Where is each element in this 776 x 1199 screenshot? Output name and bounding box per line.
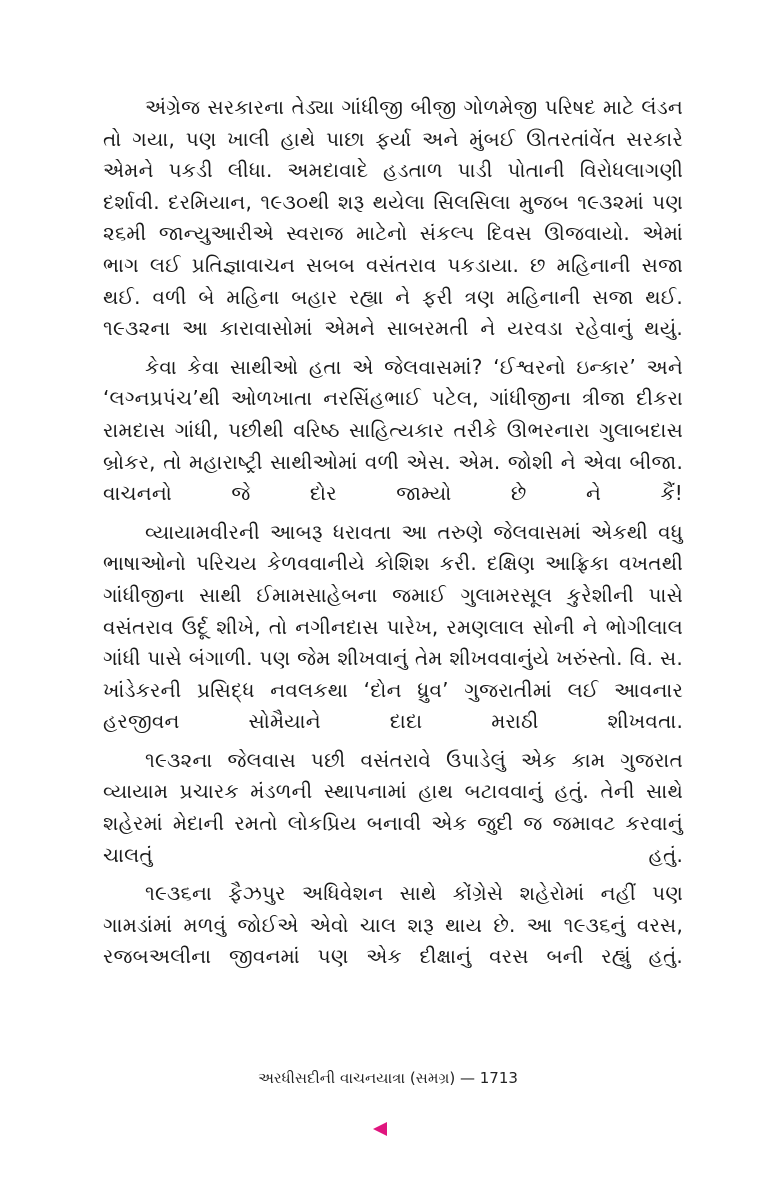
triangle-left-icon [369,1118,391,1140]
previous-page-button[interactable] [369,1118,391,1140]
page-footer: અરધીસદીની વાચનયાત્રા (સમગ્ર) — 1713 [258,1069,518,1087]
paragraph-1: અંગ્રેજ સરકારના તેડ્યા ગાંધીજી બીજી ગોળમેજી પરિષદ માટે લંડન તો ગયા, પણ ખાલી હાથે પાછા ફર્યા અને મુંબઈ ઊતરતાંવેંત સરકારે એમને પકડી લીધા. અમદાવાદે હડતાળ પાડી પોતાની વિરોધલાગણી દર્શાવી. દરમિયાન, ૧૯૩૦થી શરૂ થયેલા સિલસિલા મુજબ ૧૯૩૨માં પણ ૨૬મી જાન્યુઆરીએ સ્વરાજ માટેનો સંકલ્પ દિવસ ઊજવાયો. એમાં ભાગ લઈ પ્રતિજ્ઞાવાચન સબબ વસંતરાવ પકડાયા. છ મહિનાની સજા થઈ. વળી બે મહિના બહાર રહ્યા ને ફરી ત્રણ મહિનાની સજા થઈ. ૧૯૩૨ના આ કારાવાસોમાં એમને સાબરમતી ને યરવડા રહેવાનું થયું. [103,95,683,341]
page-body [103,92,683,980]
paragraph-2: કેવા કેવા સાથીઓ હતા એ જેલવાસમાં? ‘ઈશ્વરનો ઇન્કાર’ અને ‘લગ્નપ્રપંચ’થી ઓળખાતા નરસિંહભાઈ પટેલ, ગાંધીજીના ત્રીજા દીકરા રામદાસ ગાંધી, પછીથી વરિષ્ઠ સાહિત્યકાર તરીકે ઊભરનારા ગુલાબદાસ બ્રોકર, તો મહારાષ્ટ્રી સાથીઓમાં વળી એસ. એમ. જોશી ને એવા બીજા. વાચનનો જે દોર જામ્યો છે ને કૈં! [103,354,683,506]
paragraph-5: ૧૯૩૬ના ફૈઝપુર અધિવેશન સાથે કોંગ્રેસે શહેરોમાં નહીં પણ ગામડાંમાં મળવું જોઈએ એવો ચાલ શરૂ થાય છે. આ ૧૯૩૬નું વરસ, રજબઅલીના જીવનમાં પણ એક દીક્ષાનું વરસ બની રહ્યું હતું. [103,881,683,969]
paragraph-4: ૧૯૩૨ના જેલવાસ પછી વસંતરાવે ઉપાડેલું એક કામ ગુજરાત વ્યાયામ પ્રચારક મંડળની સ્થાપનામાં હાથ બટાવવાનું હતું. તેની સાથે શહેરમાં મેદાની રમતો લોકપ્રિય બનાવી એક જુદી જ જમાવટ કરવાનું ચાલતું હતું. [103,747,683,867]
paragraph-3: વ્યાયામવીરની આબરૂ ધરાવતા આ તરુણે જેલવાસમાં એકથી વધુ ભાષાઓનો પરિચય કેળવવાનીયે કોશિશ કરી. દક્ષિણ આફ્રિકા વખતથી ગાંધીજીના સાથી ઈમામસાહેબના જમાઈ ગુલામરસૂલ કુરેશીની પાસે વસંતરાવ ઉર્દૂ શીખે, તો નગીનદાસ પારેખ, રમણલાલ સોની ને ભોગીલાલ ગાંધી પાસે બંગાળી. પણ જેમ શીખવાનું તેમ શીખવવાનુંયે ખરુંસ્તો. વિ. સ. ખાંડેકરની પ્રસિદ્ધ નવલકથા ‘દોન ધ્રુવ’ ગુજરાતીમાં લઈ આવનાર હરજીવન સોમૈયાને દાદા મરાઠી શીખવતા. [103,519,683,734]
